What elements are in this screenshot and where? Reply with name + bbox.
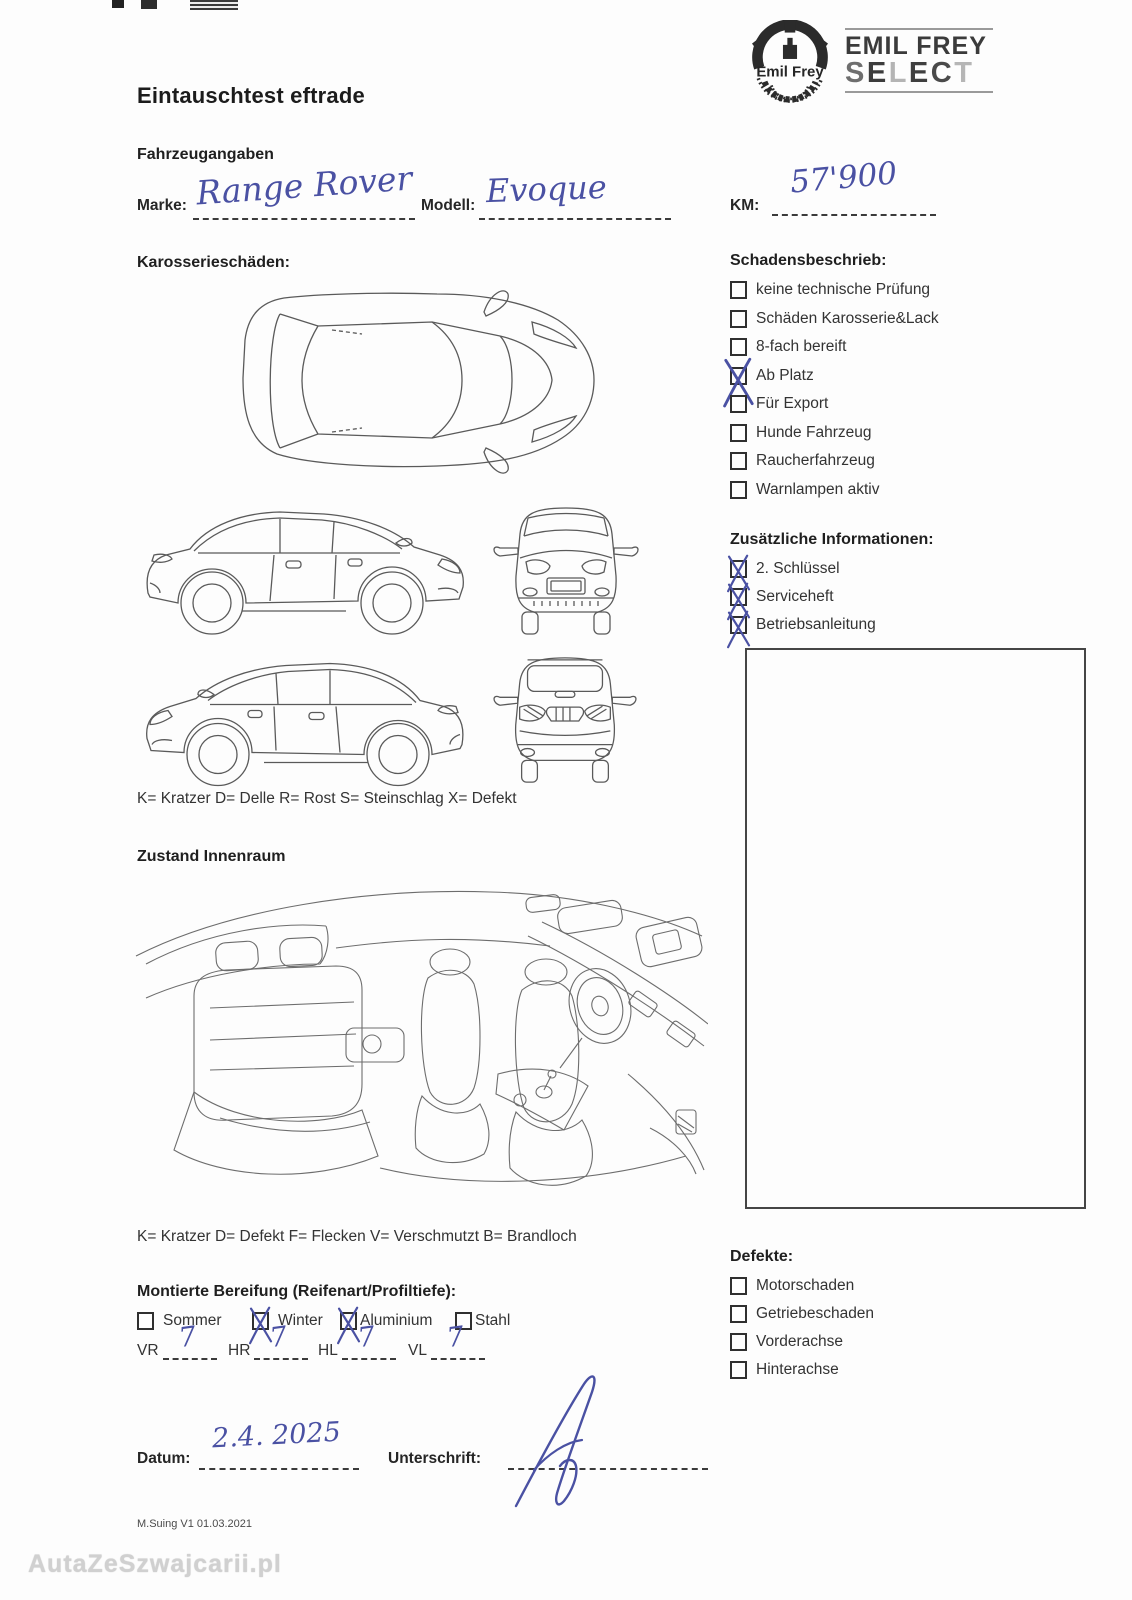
marke-handwritten-value: Range Rover bbox=[194, 158, 414, 213]
modell-label: Modell: bbox=[421, 197, 476, 214]
tire-depth-hr bbox=[228, 1320, 308, 1360]
checkbox-label: Getriebeschaden bbox=[756, 1305, 875, 1322]
car-side-view-left-diagram bbox=[140, 648, 472, 795]
checkbox-label: Motorschaden bbox=[756, 1277, 855, 1294]
checkbox[interactable] bbox=[730, 1277, 747, 1295]
checkbox[interactable] bbox=[730, 424, 747, 442]
handwritten-signature bbox=[500, 1368, 620, 1512]
checkbox-item-zweiter-schluessel bbox=[730, 560, 840, 578]
svg-text:Emil Frey: Emil Frey bbox=[756, 63, 824, 81]
car-front-view-diagram bbox=[490, 500, 642, 640]
tire-depth-line[interactable] bbox=[254, 1320, 308, 1360]
checkbox-label: Stahl bbox=[475, 1312, 511, 1329]
checkbox-label: Ab Platz bbox=[756, 367, 814, 384]
checkbox-item-ab-platz bbox=[730, 367, 814, 385]
car-side-view-diagram bbox=[138, 497, 470, 643]
scan-artifact bbox=[190, 0, 238, 10]
checkbox[interactable] bbox=[252, 1312, 269, 1330]
checkbox-item-keine-technische-pruefung bbox=[730, 281, 930, 299]
checkbox[interactable] bbox=[730, 560, 747, 578]
checkbox[interactable] bbox=[730, 281, 747, 299]
checkbox-item-schaeden-karosserie-lack bbox=[730, 310, 939, 328]
checkbox-item-aluminium bbox=[340, 1312, 432, 1330]
tire-depth-vl bbox=[408, 1320, 485, 1360]
checkbox-label: 8-fach bereift bbox=[756, 338, 847, 355]
car-top-view-diagram bbox=[232, 282, 604, 482]
tire-depth-handwritten-value: 7 bbox=[444, 1320, 467, 1355]
emil-frey-emblem-icon bbox=[746, 20, 834, 112]
tire-depth-line[interactable] bbox=[342, 1320, 396, 1360]
tire-depth-line[interactable] bbox=[163, 1320, 217, 1360]
checkbox-item-vorderachse bbox=[730, 1333, 843, 1351]
checkbox[interactable] bbox=[730, 1333, 747, 1351]
checkbox-label: Winter bbox=[278, 1312, 323, 1329]
checkbox[interactable] bbox=[730, 1361, 747, 1379]
checkbox[interactable] bbox=[730, 1305, 747, 1323]
logo-rule-top bbox=[845, 28, 993, 30]
section-title-defekte: Defekte: bbox=[730, 1248, 794, 1265]
km-handwritten-value: 57'900 bbox=[788, 155, 899, 201]
checkbox[interactable] bbox=[730, 481, 747, 499]
tire-depth-handwritten-value: 7 bbox=[268, 1320, 290, 1355]
checkbox-item-raucherfahrzeug bbox=[730, 452, 875, 470]
tire-depth-hl bbox=[318, 1320, 396, 1360]
checkbox-label: Aluminium bbox=[360, 1312, 433, 1329]
logo-wordmark bbox=[845, 28, 993, 93]
checkbox-item-stahl bbox=[455, 1312, 510, 1330]
form-version-note: M.Suing V1 01.03.2021 bbox=[137, 1518, 252, 1530]
section-title-montierte-bereifung: Montierte Bereifung (Reifenart/Profiltiefe): bbox=[137, 1283, 457, 1300]
notes-box[interactable] bbox=[745, 648, 1086, 1209]
checkbox-item-warnlampen-aktiv bbox=[730, 481, 879, 499]
checkbox-label: Sommer bbox=[163, 1312, 222, 1329]
checkbox[interactable] bbox=[730, 367, 747, 385]
checkbox[interactable] bbox=[340, 1312, 357, 1330]
scan-artifact bbox=[112, 0, 124, 8]
body-damage-legend: K= Kratzer D= Delle R= Rost S= Steinschlag X= Defekt bbox=[137, 790, 517, 807]
scan-artifact bbox=[141, 0, 157, 9]
datum-label: Datum: bbox=[137, 1450, 191, 1467]
tire-depth-handwritten-value: 7 bbox=[176, 1320, 198, 1355]
km-label: KM: bbox=[730, 197, 760, 214]
logo-rule-bottom bbox=[845, 91, 993, 93]
tire-position-label: HL bbox=[318, 1342, 338, 1359]
checkbox-label: Raucherfahrzeug bbox=[756, 452, 875, 469]
checkbox-label: Betriebsanleitung bbox=[756, 616, 876, 633]
checkbox[interactable] bbox=[137, 1312, 154, 1330]
section-title-fahrzeugangaben: Fahrzeugangaben bbox=[137, 146, 274, 163]
section-title-karosserieschaeden: Karosserieschäden: bbox=[137, 254, 290, 271]
marke-label: Marke: bbox=[137, 197, 187, 214]
car-rear-view-diagram bbox=[488, 650, 642, 788]
checkbox-item-serviceheft bbox=[730, 588, 834, 606]
checkbox-label: Vorderachse bbox=[756, 1333, 844, 1350]
checkbox[interactable] bbox=[730, 310, 747, 328]
checkbox-item-fuer-export bbox=[730, 395, 828, 413]
car-interior-diagram bbox=[130, 878, 708, 1208]
section-title-zustand-innenraum: Zustand Innenraum bbox=[137, 848, 286, 865]
interior-legend: K= Kratzer D= Defekt F= Flecken V= Verschmutzt B= Brandloch bbox=[137, 1228, 577, 1245]
tire-depth-vr bbox=[137, 1320, 217, 1360]
checkbox-label: Hunde Fahrzeug bbox=[756, 424, 872, 441]
section-title-zusaetzliche-informationen: Zusätzliche Informationen: bbox=[730, 531, 934, 548]
watermark: AutaZeSzwajcarii.pl bbox=[28, 1550, 282, 1578]
tire-position-label: HR bbox=[228, 1342, 251, 1359]
checkbox-label: Schäden Karosserie&Lack bbox=[756, 310, 939, 327]
section-title-schadensbeschrieb: Schadensbeschrieb: bbox=[730, 252, 887, 269]
checkbox[interactable] bbox=[730, 452, 747, 470]
checkbox-item-betriebsanleitung bbox=[730, 616, 876, 634]
modell-handwritten-value: Evoque bbox=[485, 167, 608, 211]
checkbox[interactable] bbox=[730, 588, 747, 606]
checkbox-label: Für Export bbox=[756, 395, 829, 412]
tire-depth-line[interactable] bbox=[431, 1320, 485, 1360]
checkbox-label: Warnlampen aktiv bbox=[756, 481, 880, 498]
checkbox-item-hinterachse bbox=[730, 1361, 839, 1379]
checkbox-label: keine technische Prüfung bbox=[756, 281, 931, 298]
checkbox[interactable] bbox=[730, 395, 747, 413]
checkbox-label: Serviceheft bbox=[756, 588, 834, 605]
logo-text-emil-frey: EMIL FREY bbox=[845, 32, 987, 60]
logo-text-select: SELECT bbox=[845, 57, 975, 90]
tire-position-label: VL bbox=[408, 1342, 427, 1359]
page-title: Eintauschtest eftrade bbox=[137, 83, 365, 108]
checkbox-label: 2. Schlüssel bbox=[756, 560, 840, 577]
datum-handwritten-value: 2.4. 2025 bbox=[211, 1416, 342, 1455]
checkbox[interactable] bbox=[730, 616, 747, 634]
tire-depth-handwritten-value: 7 bbox=[355, 1320, 378, 1355]
tire-position-label: VR bbox=[137, 1342, 159, 1359]
handwritten-x-mark bbox=[725, 609, 753, 649]
checkbox-item-motorschaden bbox=[730, 1277, 854, 1295]
unterschrift-label: Unterschrift: bbox=[388, 1450, 482, 1467]
checkbox-item-winter bbox=[252, 1312, 323, 1330]
checkbox-item-hunde-fahrzeug bbox=[730, 424, 871, 442]
checkbox-label: Hinterachse bbox=[756, 1361, 839, 1378]
checkbox-item-getriebeschaden bbox=[730, 1305, 874, 1323]
